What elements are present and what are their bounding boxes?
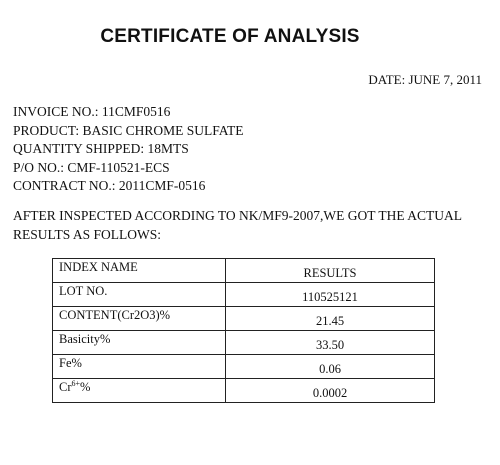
row-name — [53, 379, 226, 403]
header-results: RESULTS — [226, 259, 435, 283]
certificate-title: CERTIFICATE OF ANALYSIS — [100, 26, 360, 47]
table-row — [53, 283, 435, 307]
quantity-shipped: QUANTITY SHIPPED: 18MTS — [13, 141, 189, 156]
statement-line-2: RESULTS AS FOLLOWS: — [13, 226, 162, 242]
row-value: 21.45 — [226, 307, 435, 331]
table-row — [53, 355, 435, 379]
table-header-row — [53, 259, 435, 283]
results-table — [52, 258, 435, 403]
row-value: 33.50 — [226, 331, 435, 355]
row-name: Basicity% — [53, 331, 226, 355]
po-number: P/O NO.: CMF-110521-ECS — [13, 159, 170, 175]
inspection-statement — [13, 207, 483, 244]
document-date: DATE: JUNE 7, 2011 — [368, 72, 482, 87]
header-index-name: INDEX NAME — [53, 259, 226, 283]
row-value: 110525121 — [226, 283, 435, 307]
shipment-info — [13, 103, 244, 196]
table-row — [53, 379, 435, 403]
contract-number: CONTRACT NO.: 2011CMF-0516 — [13, 178, 206, 193]
table-row — [53, 307, 435, 331]
row-value: 0.06 — [226, 355, 435, 379]
row-value: 0.0002 — [226, 379, 435, 403]
row-name: Fe% — [53, 355, 226, 379]
row-name-superscript: 6+ — [71, 379, 81, 388]
product-name: PRODUCT: BASIC CHROME SULFATE — [13, 122, 244, 138]
row-name: LOT NO. — [53, 283, 226, 307]
row-name-base: Cr — [59, 380, 72, 394]
row-name-suffix: % — [80, 380, 91, 394]
statement-line-1: AFTER INSPECTED ACCORDING TO NK/MF9-2007,WE GOT THE ACTUAL — [13, 208, 463, 223]
row-name: CONTENT(Cr2O3)% — [53, 307, 226, 331]
table-row — [53, 331, 435, 355]
invoice-number: INVOICE NO.: 11CMF0516 — [13, 104, 171, 119]
